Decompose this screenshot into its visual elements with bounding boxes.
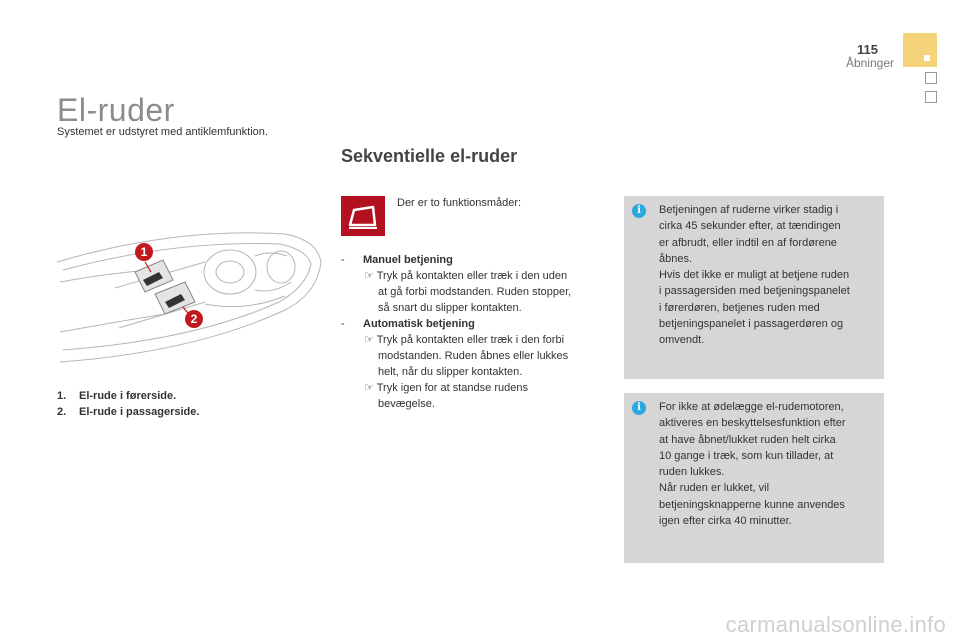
section-title: Sekventielle el-ruder bbox=[341, 146, 518, 166]
window-pictogram-icon bbox=[341, 196, 385, 236]
info-note-ignition: i Betjeningen af ruderne virker stadig i cirka 45 sekunder efter, at tændingen er afbrudt, eller indtil en af fordørene åbnes. Hvis det ikke er muligt at betjene ruden i passagersiden med betjeningspanelet i førerdøren, betjenes ruden med betjeningspanelet i passagerdøren og omvendt. bbox=[624, 196, 884, 379]
hand-pointer-icon: ☞ bbox=[364, 334, 374, 346]
page-number: 115 bbox=[857, 42, 878, 57]
mode-manual-heading: - Manuel betjening bbox=[341, 254, 453, 266]
mode-manual-bullet: ☞ Tryk på kontakten eller træk i den uden at gå forbi modstanden. Ruden stopper, så snart du slipper kontakten. bbox=[364, 270, 572, 314]
hand-pointer-icon: ☞ bbox=[364, 382, 374, 394]
chapter-name: Åbninger bbox=[845, 56, 894, 70]
watermark: carmanualsonline.info bbox=[725, 612, 946, 637]
mode-automatic-heading: - Automatisk betjening bbox=[341, 318, 475, 330]
info-icon: i bbox=[632, 204, 646, 218]
callout-2-label: 2 bbox=[190, 312, 198, 326]
hand-pointer-icon: ☞ bbox=[364, 270, 374, 282]
mode-automatic-bullet: ☞ Tryk på kontakten eller træk i den forbi modstanden. Ruden åbnes eller lukkes helt, når du slipper kontakten. bbox=[364, 334, 569, 378]
modes-intro: Der er to funktionsmåder: bbox=[397, 197, 522, 209]
door-switch-illustration bbox=[55, 222, 323, 372]
mode-automatic-bullet: ☞ Tryk igen for at standse rudens bevægelse. bbox=[364, 382, 528, 410]
operation-modes-list bbox=[341, 252, 611, 412]
chapter-tab[interactable] bbox=[925, 72, 937, 84]
callout-1-label: 1 bbox=[140, 245, 148, 259]
page-title: El-ruder bbox=[57, 92, 175, 128]
info-icon: i bbox=[632, 401, 646, 415]
legend-item: 2. El-rude i passagerside. bbox=[57, 406, 200, 418]
intro-text: Systemet er udstyret med antiklemfunktion. bbox=[57, 126, 268, 138]
chapter-tab[interactable] bbox=[925, 91, 937, 103]
info-note-motor-protection: i For ikke at ødelægge el-rudemotoren, aktiveres en beskyttelsesfunktion efter at have åbnet/lukket ruden helt cirka 10 gange i træk, som kun tillader, at ruden lukkes. Når ruden er lukket, vil betjeningsknapperne kunne anvendes igen efter cirka 40 minutter. bbox=[624, 393, 884, 563]
legend-item: 1. El-rude i førerside. bbox=[57, 390, 177, 402]
figure-legend bbox=[57, 388, 199, 420]
chapter-tab-active[interactable] bbox=[903, 33, 937, 67]
